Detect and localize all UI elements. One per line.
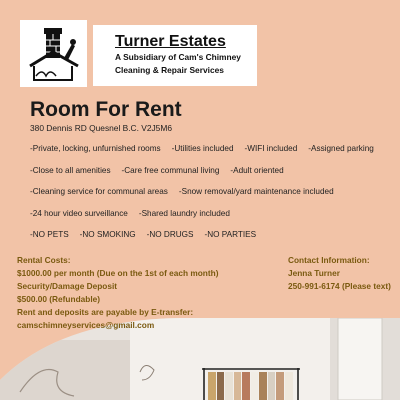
costs-heading: Rental Costs: [17, 255, 71, 265]
contact-info [288, 254, 400, 293]
amenity-item: -Adult oriented [230, 165, 284, 175]
amenities-list [30, 144, 395, 252]
brand-subtitle-line-2: Cleaning & Repair Services [115, 64, 224, 75]
address: 380 Dennis RD Quesnel B.C. V2J5M6 [30, 123, 172, 133]
payment-email: camschimneyservices@gmail.com [17, 320, 155, 330]
amenity-item: -Close to all amenities [30, 165, 111, 175]
contact-name: Jenna Turner [288, 268, 340, 278]
rental-costs [17, 254, 287, 332]
deposit-amount: $500.00 (Refundable) [17, 294, 100, 304]
amenity-item: -Care free communal living [121, 165, 220, 175]
amenity-item: -NO PETS [30, 230, 69, 239]
amenity-item: -Utilities included [171, 144, 234, 153]
amenity-item: -NO DRUGS [146, 230, 194, 239]
amenity-item: -NO SMOKING [79, 230, 136, 239]
chimney-house-icon [20, 20, 87, 87]
brand-subtitle-line-1: A Subsidiary of Cam's Chimney [115, 52, 241, 62]
amenities-row [30, 209, 395, 231]
deposit-label: Security/Damage Deposit [17, 281, 118, 291]
brand-box [93, 25, 257, 86]
payment-note: Rent and deposits are payable by E-transfer: [17, 307, 194, 317]
amenities-row [30, 187, 395, 209]
amenity-item: -Cleaning service for communal areas [30, 187, 168, 196]
contact-heading: Contact Information: [288, 255, 370, 265]
amenity-item: -24 hour video surveillance [30, 208, 128, 218]
amenity-item: -Private, locking, unfurnished rooms [30, 144, 161, 153]
amenity-item: -NO PARTIES [204, 230, 257, 239]
amenities-row [30, 166, 395, 188]
rent-amount: $1000.00 per month (Due on the 1st of each month) [17, 268, 219, 278]
amenity-item: -WIFI included [244, 144, 298, 153]
amenity-item: -Shared laundry included [138, 208, 230, 218]
brand-title: Turner Estates [115, 33, 226, 50]
amenity-item: -Snow removal/yard maintenance included [178, 187, 334, 196]
amenity-item: -Assigned parking [308, 144, 374, 153]
page-title: Room For Rent [30, 98, 182, 121]
amenities-row [30, 230, 395, 252]
amenities-row [30, 144, 395, 166]
contact-phone: 250-991-6174 (Please text) [288, 281, 391, 291]
